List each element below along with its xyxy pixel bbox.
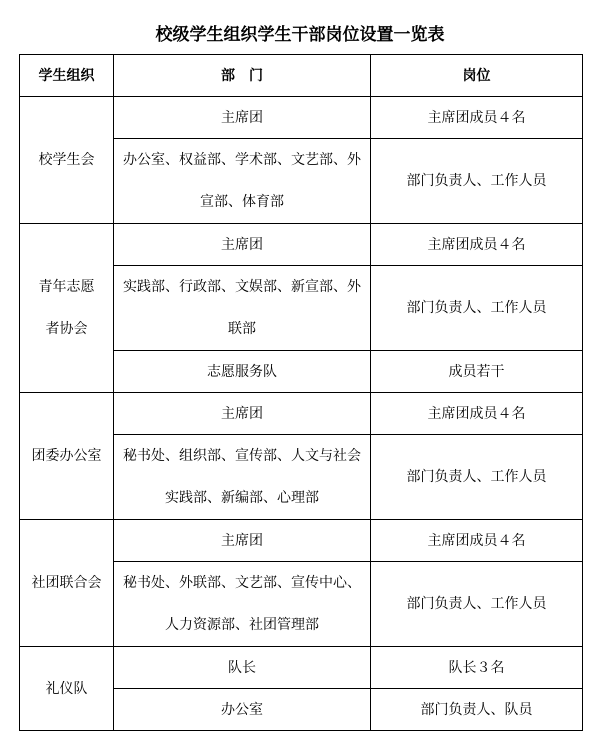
org-cell: 团委办公室	[20, 393, 114, 520]
org-cell: 青年志愿者协会	[20, 224, 114, 393]
position-cell: 成员若干	[371, 351, 583, 393]
dept-cell: 队长	[114, 647, 371, 689]
table-row	[20, 393, 583, 435]
position-cell: 部门负责人、工作人员	[371, 435, 583, 520]
table-row	[20, 224, 583, 266]
dept-cell: 秘书处、外联部、文艺部、宣传中心、人力资源部、社团管理部	[114, 562, 371, 647]
table-row	[20, 520, 583, 562]
position-table	[19, 54, 583, 731]
dept-cell: 主席团	[114, 224, 371, 266]
position-cell: 主席团成员４名	[371, 393, 583, 435]
position-cell: 部门负责人、队员	[371, 689, 583, 731]
dept-cell: 主席团	[114, 393, 371, 435]
org-cell: 社团联合会	[20, 520, 114, 647]
dept-cell: 主席团	[114, 97, 371, 139]
dept-cell: 志愿服务队	[114, 351, 371, 393]
table-header-row	[20, 55, 583, 97]
org-cell: 礼仪队	[20, 647, 114, 731]
dept-cell: 办公室、权益部、学术部、文艺部、外宣部、体育部	[114, 139, 371, 224]
position-cell: 主席团成员４名	[371, 224, 583, 266]
dept-cell: 实践部、行政部、文娱部、新宣部、外联部	[114, 266, 371, 351]
table-row	[20, 647, 583, 689]
position-cell: 部门负责人、工作人员	[371, 266, 583, 351]
position-cell: 主席团成员４名	[371, 520, 583, 562]
position-cell: 主席团成员４名	[371, 97, 583, 139]
dept-cell: 主席团	[114, 520, 371, 562]
header-dept: 部 门	[114, 55, 371, 97]
position-cell: 部门负责人、工作人员	[371, 139, 583, 224]
table-row	[20, 97, 583, 139]
header-org: 学生组织	[20, 55, 114, 97]
document-title: 校级学生组织学生干部岗位设置一览表	[155, 25, 445, 45]
org-cell: 校学生会	[20, 97, 114, 224]
position-cell: 部门负责人、工作人员	[371, 562, 583, 647]
header-position: 岗位	[371, 55, 583, 97]
dept-cell: 秘书处、组织部、宣传部、人文与社会实践部、新编部、心理部	[114, 435, 371, 520]
dept-cell: 办公室	[114, 689, 371, 731]
position-cell: 队长３名	[371, 647, 583, 689]
